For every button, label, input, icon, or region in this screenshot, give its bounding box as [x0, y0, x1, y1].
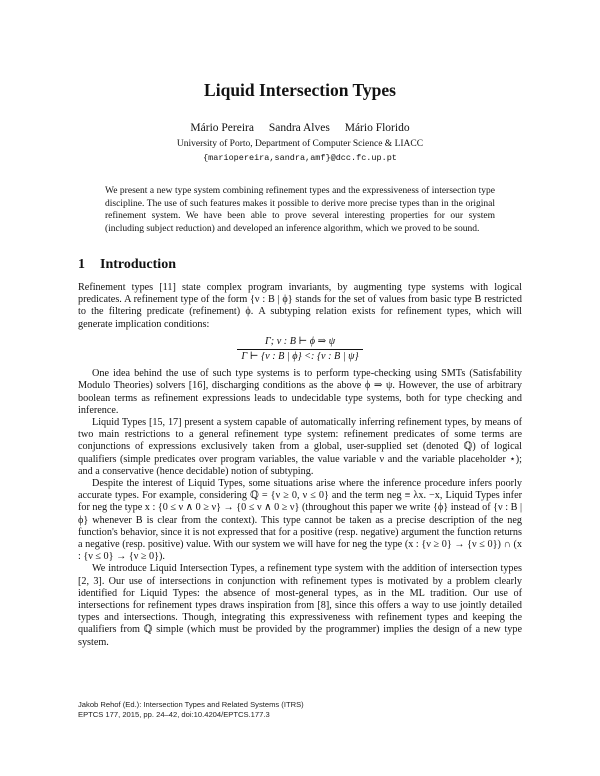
section-title: Introduction [100, 257, 176, 272]
affiliation: University of Porto, Department of Computer Science & LIACC [176, 139, 424, 149]
body-text [78, 282, 522, 649]
footer [78, 700, 304, 720]
paragraph: We introduce Liquid Intersection Types, a refinement type system with the addition of intersection types [2, 3]. Our use of intersections in conjunction with refinement types is motivated by a problem clearly identified for Liquid Types: the absence of most-general types, as in the ML tradition. Our use of intersections for refinement types draws inspiration from [8], since this offers a way to use jointly detailed types and intersections. Though, integrating this expressiveness with refinement types and keeping the qualifiers from ℚ simple (which must be provided by the programmer) implies the design of a new type system. [78, 563, 522, 648]
paragraph: Refinement types [11] state complex program invariants, by augmenting type systems with logical predicates. A refinement type of the form {ν : B | ϕ} stands for the set of values from basic type B restricted to the filtering predicate (refinement) ϕ. A subtyping relation exists for refinement types, which will generate implication conditions: [78, 282, 522, 330]
paragraph: Despite the interest of Liquid Types, some situations arise where the inference procedure infers poorly accurate types. For example, considering ℚ = {ν ≥ 0, ν ≤ 0} and the term neg ≡ λx. −x, Liquid Types infer for neg the type x : {0 ≤ ν ∧ 0 ≥ ν} → {0 ≤ ν ∧ 0 ≥ ν} (throughout this paper we write {ϕ} instead of {ν : B | ϕ} whenever B is clear from the context). This type cannot be taken as a precise description of the neg function's behavior, since it is not expressed that for a positive (resp. negative) argument the function returns a negative (resp. positive) value. With our system we will have for neg the type (x : {ν ≥ 0} → {ν ≤ 0}) ∩ (x : {ν ≤ 0} → {ν ≥ 0}). [78, 478, 522, 563]
author-name: Mário Pereira [190, 122, 254, 134]
author-name: Sandra Alves [268, 122, 330, 134]
email-address: {mariopereira,sandra,amf}@dcc.fc.up.pt [203, 153, 397, 163]
abstract: We present a new type system combining refinement types and the expressiveness of intersection type discipline. The use of such features makes it possible to derive more precise types than in the original refinement system. We have been able to prove several interesting properties for our system (including subject reduction) and developed an inference algorithm, which we proved to be sound. [105, 186, 495, 234]
author-list [0, 122, 600, 134]
subtyping-rule [78, 336, 522, 363]
author-name: Mário Florido [344, 122, 410, 134]
rule-premise: Γ; ν : B ⊢ ϕ ⇒ ψ [264, 335, 336, 347]
section-number: 1 [78, 257, 85, 272]
paragraph: Liquid Types [15, 17] present a system capable of automatically inferring refinement types, by means of two main restrictions to a general refinement type system: refinement predicates of some terms are conjunctions of expressions exclusively taken from a global, user-supplied set (denoted ℚ) of logical qualifiers (simple predicates over program variables, the value variable ν and the variable placeholder ⋆); and a conservative (hence decidable) notion of subtyping. [78, 417, 522, 477]
footer-proceedings: Jakob Rehof (Ed.): Intersection Types and Related Systems (ITRS) [78, 700, 304, 709]
section-heading [78, 257, 176, 273]
paper-title: Liquid Intersection Types [204, 80, 396, 100]
paragraph: One idea behind the use of such type systems is to perform type-checking using SMTs (Satisfability Modulo Theories) solvers [16], discharging conditions as the above ϕ ⇒ ψ. However, the use of arbitrary boolean terms as refinement expressions leads to undecidable type systems, both for type checking and inference. [78, 368, 522, 416]
rule-conclusion: Γ ⊢ {ν : B | ϕ} <: {ν : B | ψ} [241, 351, 359, 363]
footer-citation: EPTCS 177, 2015, pp. 24–42, doi:10.4204/EPTCS.177.3 [78, 710, 270, 719]
